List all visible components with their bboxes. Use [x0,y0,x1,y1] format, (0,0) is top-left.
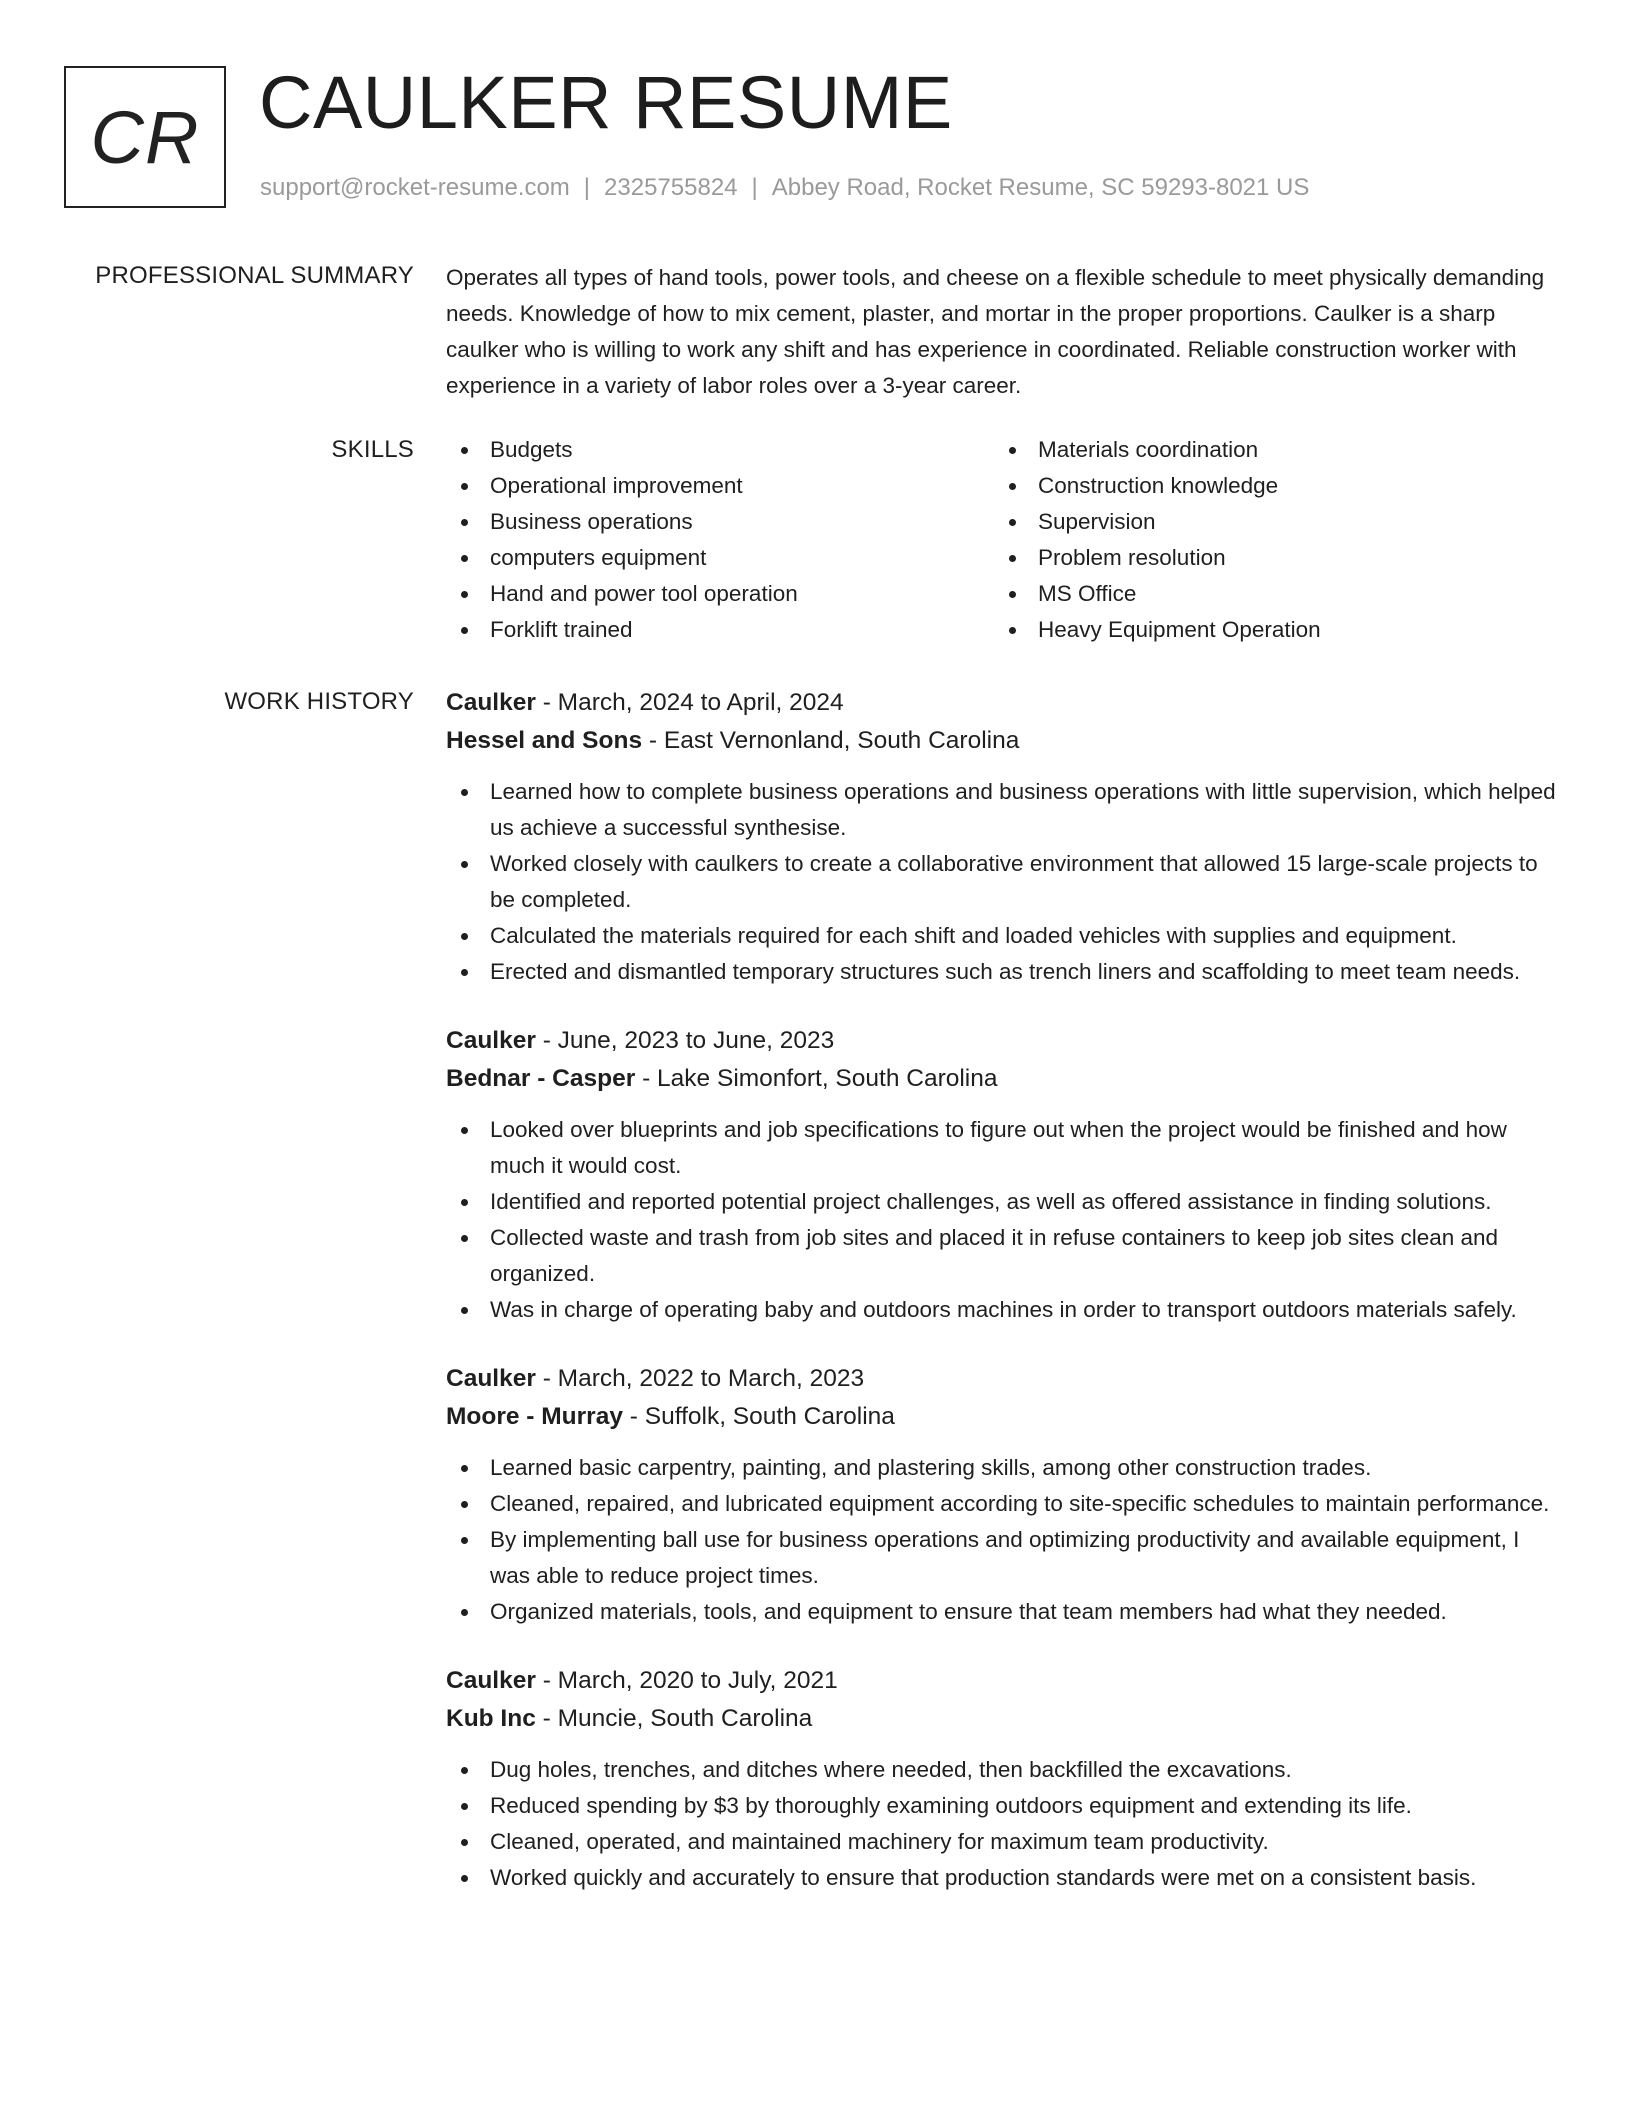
contact-line [260,174,1309,202]
resume-name: CAULKER RESUME [259,61,953,144]
job-bullet-item: Learned how to complete business operations and business operations with little supervision, which helped us achieve a successful synthesise. [446,774,1562,846]
skill-item: Materials coordination [994,432,1542,468]
job-title: Caulker [446,1365,536,1392]
skills-list-left [446,432,994,648]
job-bullet-item: Identified and reported potential project challenges, as well as offered assistance in finding solutions. [446,1184,1562,1220]
contact-address: Abbey Road, Rocket Resume, SC 59293-8021 US [771,174,1310,201]
job-company: Bednar - Casper [446,1065,636,1092]
skill-item: Problem resolution [994,540,1542,576]
job-entry [446,1662,1562,1896]
job-location: - Suffolk, South Carolina [622,1403,895,1430]
job-title: Caulker [446,1667,536,1694]
job-dates: - March, 2022 to March, 2023 [535,1365,865,1392]
job-bullet-item: Worked quickly and accurately to ensure that production standards were met on a consistent basis. [446,1860,1562,1896]
monogram-initials: CR [90,95,200,179]
skills-body [446,432,1562,648]
job-location: - Muncie, South Carolina [535,1705,813,1732]
job-title-line [446,684,1562,722]
summary-text: Operates all types of hand tools, power tools, and cheese on a flexible schedule to meet physically demanding needs. Knowledge of how to mix cement, plaster, and mortar in the proper proportions. Caulker is a sharp caulker who is willing to work any shift and has experience in coordinated. Reliable construction worker with experience in a variety of labor roles over a 3-year career. [446,265,1545,398]
skill-item: MS Office [994,576,1542,612]
job-bullet-item: Cleaned, repaired, and lubricated equipment according to site-specific schedules to maintain performance. [446,1486,1562,1522]
job-bullet-item: Dug holes, trenches, and ditches where needed, then backfilled the excavations. [446,1752,1562,1788]
job-dates: - June, 2023 to June, 2023 [535,1027,835,1054]
skills-list-right [994,432,1542,648]
job-bullet-item: Looked over blueprints and job specifications to figure out when the project would be finished and how much it would cost. [446,1112,1562,1184]
skill-item: Budgets [446,432,994,468]
job-bullets [446,1112,1562,1328]
job-company: Kub Inc [446,1705,536,1732]
job-bullets [446,1450,1562,1630]
job-bullet-item: Worked closely with caulkers to create a collaborative environment that allowed 15 large-scale projects to be completed. [446,846,1562,918]
skill-item: Construction knowledge [994,468,1542,504]
job-title-line [446,1662,1562,1700]
contact-separator: | [583,174,591,201]
job-title: Caulker [446,689,536,716]
contact-phone[interactable]: 2325755824 [604,174,738,201]
job-company-line [446,1060,1562,1098]
skill-item: Heavy Equipment Operation [994,612,1542,648]
skill-item: Operational improvement [446,468,994,504]
job-bullet-item: Collected waste and trash from job sites and placed it in refuse containers to keep job sites clean and organized. [446,1220,1562,1292]
skill-item: computers equipment [446,540,994,576]
skill-item: Business operations [446,504,994,540]
job-bullet-item: Was in charge of operating baby and outdoors machines in order to transport outdoors materials safely. [446,1292,1562,1328]
job-dates: - March, 2020 to July, 2021 [535,1667,838,1694]
job-bullet-item: Cleaned, operated, and maintained machinery for maximum team productivity. [446,1824,1562,1860]
job-location: - Lake Simonfort, South Carolina [635,1065,998,1092]
job-title-line [446,1360,1562,1398]
job-company-line [446,722,1562,760]
contact-email[interactable]: support@rocket-resume.com [260,174,570,201]
skills-heading: SKILLS [331,436,414,463]
job-company-line [446,1700,1562,1738]
job-location: - East Vernonland, South Carolina [642,727,1020,754]
work-history-body [446,684,1562,1928]
summary-heading: PROFESSIONAL SUMMARY [95,262,414,289]
job-bullet-item: Organized materials, tools, and equipment to ensure that team members had what they needed. [446,1594,1562,1630]
job-dates: - March, 2024 to April, 2024 [535,689,844,716]
job-bullet-item: Learned basic carpentry, painting, and plastering skills, among other construction trades. [446,1450,1562,1486]
job-entry [446,1022,1562,1328]
monogram-box [64,66,226,208]
job-company: Hessel and Sons [446,727,643,754]
skills-columns [446,432,1562,648]
job-bullet-item: Reduced spending by $3 by thoroughly examining outdoors equipment and extending its life. [446,1788,1562,1824]
skill-item: Forklift trained [446,612,994,648]
contact-separator: | [751,174,758,201]
job-title-line [446,1022,1562,1060]
skill-item: Supervision [994,504,1542,540]
skill-item: Hand and power tool operation [446,576,994,612]
job-bullet-item: Calculated the materials required for each shift and loaded vehicles with supplies and equipment. [446,918,1562,954]
job-bullet-item: Erected and dismantled temporary structures such as trench liners and scaffolding to meet team needs. [446,954,1562,990]
job-title: Caulker [446,1027,536,1054]
work-history-heading: WORK HISTORY [224,688,414,715]
job-entry [446,684,1562,990]
job-bullets [446,1752,1562,1896]
job-entry [446,1360,1562,1630]
job-company: Moore - Murray [446,1403,623,1430]
job-bullets [446,774,1562,990]
job-company-line [446,1398,1562,1436]
resume-header [64,61,1568,208]
job-bullet-item: By implementing ball use for business operations and optimizing productivity and available equipment, I was able to reduce project times. [446,1522,1562,1594]
